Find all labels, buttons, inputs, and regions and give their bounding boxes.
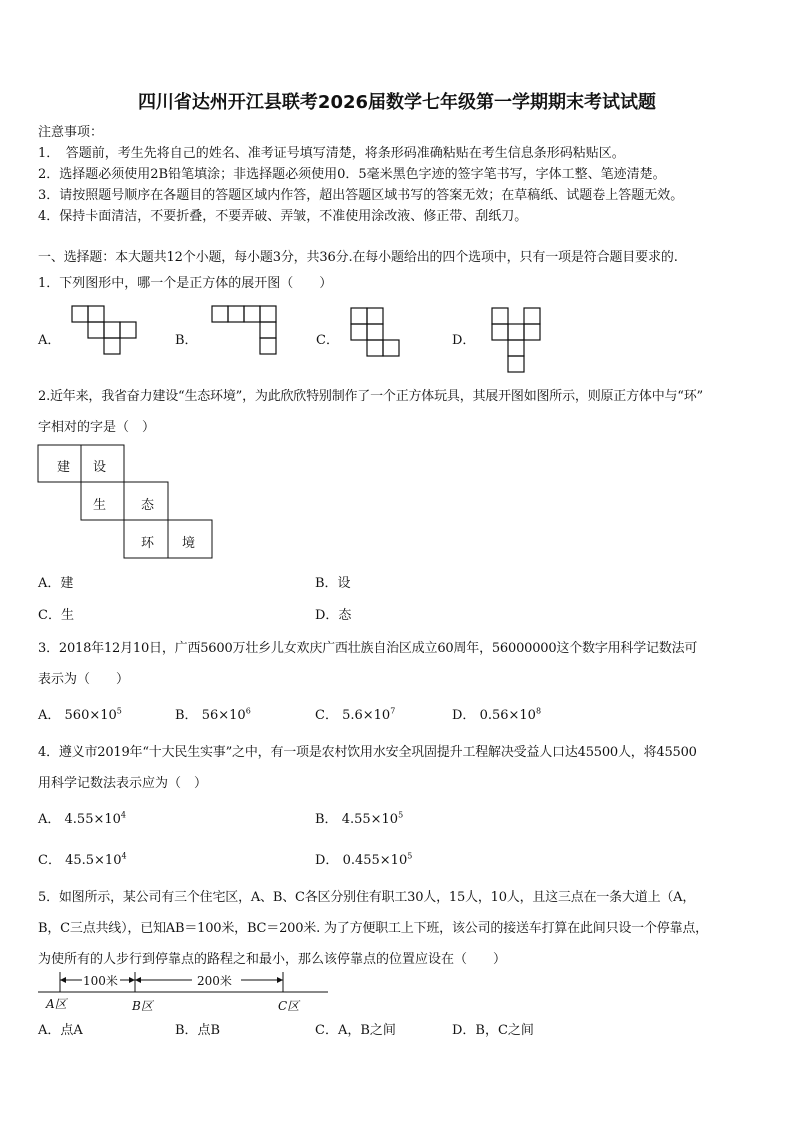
q3-option-a-exp: 5	[116, 706, 122, 716]
net-cell-sheng: 生	[93, 498, 107, 513]
net-cell-jian: 建	[57, 460, 71, 475]
q1-option-a-label: A．	[38, 333, 61, 348]
q5-road-diagram	[38, 970, 330, 996]
q4-option-b	[315, 808, 403, 827]
q1-option-d-label: D．	[452, 333, 476, 348]
q4-option-d-exp: 5	[407, 851, 413, 861]
q4-option-c-exp: 4	[121, 851, 127, 861]
q5-point-b-label: B区	[132, 999, 153, 1013]
page-title: 四川省达州开江县联考2026届数学七年级第一学期期末考试试题	[137, 92, 657, 113]
q3-option-b	[175, 704, 251, 723]
q3-option-c-label: C．	[315, 708, 338, 723]
q3-option-b-base: 56×10	[201, 708, 246, 723]
question-4-stem-line-2: 用科学记数法表示应为（ ）	[38, 776, 208, 791]
q5-option-d: D．B，C之间	[452, 1023, 534, 1038]
q4-option-c-label: C．	[38, 853, 61, 868]
q5-option-c: C．A，B之间	[315, 1023, 396, 1038]
q3-option-d-label: D．	[452, 708, 476, 723]
q2-option-d: D．态	[315, 608, 352, 623]
q3-option-c	[315, 704, 395, 723]
q4-option-c-base: 45.5×10	[65, 853, 122, 868]
q5-option-a: A．点A	[38, 1023, 83, 1038]
q4-option-d	[315, 849, 412, 868]
q4-option-c	[38, 849, 127, 868]
q4-option-b-base: 4.55×10	[341, 812, 399, 827]
notice-item-4: 4．保持卡面清洁，不要折叠，不要弄破、弄皱，不准使用涂改液、修正带、刮纸刀。	[38, 209, 528, 224]
notice-heading: 注意事项：	[38, 125, 104, 140]
q3-option-d	[452, 704, 541, 723]
net-cell-tai: 态	[141, 498, 155, 513]
q2-option-a: A．建	[38, 576, 74, 591]
notice-item-3: 3．请按照题号顺序在各题目的答题区域内作答，超出答题区域书写的答案无效；在草稿纸、试题卷上答题无效。	[38, 188, 684, 203]
q3-option-d-exp: 8	[535, 706, 542, 716]
section-heading: 一、选择题：本大题共12个小题，每小题3分，共36分.在每小题给出的四个选项中，只有一项是符合题目要求的.	[38, 250, 678, 265]
q4-option-b-exp: 5	[398, 810, 404, 820]
net-cell-she: 设	[93, 460, 107, 475]
q2-option-b: B．设	[315, 576, 351, 591]
q3-option-a	[38, 704, 122, 723]
q1-net-figure-a	[72, 306, 142, 370]
question-5-stem-line-1: 5．如图所示，某公司有三个住宅区，A、B、C各区分别住有职工30人，15人，10人，且这三点在一条大道上（A，	[38, 890, 696, 905]
net-cell-jing: 境	[182, 536, 196, 551]
question-5-stem-line-2: B，C三点共线），已知AB＝100米，BC＝200米. 为了方便职工上下班，该公司的接送车打算在此间只设一个停靠点，	[38, 921, 708, 936]
q5-point-c-label: C区	[278, 999, 300, 1013]
net-cell-huan: 环	[141, 536, 155, 551]
q1-option-b-label: B．	[175, 333, 198, 348]
question-4-stem-line-1: 4．遵义市2019年“十大民生实事”之中，有一项是农村饮用水安全巩固提升工程解决受益人口达45500人，将45500	[38, 745, 697, 760]
question-2-stem-line-1: 2.近年来，我省奋力建设“生态环境”，为此欣欣特别制作了一个正方体玩具，其展开图如图所示，则原正方体中与“环”	[38, 389, 703, 404]
notice-item-1: 1． 答题前，考生先将自己的姓名、准考证号填写清楚，将条形码准确粘贴在考生信息条形码粘贴区。	[38, 146, 625, 161]
q3-option-a-label: A．	[38, 708, 61, 723]
q4-option-a-label: A．	[38, 812, 61, 827]
q3-option-a-base: 560×10	[64, 708, 117, 723]
q4-option-a-base: 4.55×10	[64, 812, 121, 827]
question-2-stem-line-2: 字相对的字是（ ）	[38, 420, 156, 435]
question-1-stem: 1．下列图形中，哪一个是正方体的展开图（ ）	[38, 276, 333, 291]
question-3-stem-line-1: 3．2018年12月10日，广西5600万壮乡儿女欢庆广西壮族自治区成立60周年，56000000这个数字用科学记数法可	[38, 641, 698, 656]
q4-option-a	[38, 808, 126, 827]
q1-net-figure-d	[492, 308, 548, 372]
q5-bc-distance-label: 200米	[197, 974, 232, 988]
q3-option-d-base: 0.56×10	[479, 708, 536, 723]
q4-option-d-base: 0.455×10	[342, 853, 408, 868]
q5-ab-distance-label: 100米	[83, 974, 118, 988]
q4-option-b-label: B．	[315, 812, 338, 827]
question-3-stem-line-2: 表示为（ ）	[38, 672, 130, 687]
q4-option-a-exp: 4	[120, 810, 127, 820]
q3-option-b-exp: 6	[245, 706, 251, 716]
q1-net-figure-b	[212, 306, 282, 370]
q3-option-c-base: 5.6×10	[342, 708, 391, 723]
q5-option-b: B．点B	[175, 1023, 221, 1038]
question-5-stem-line-3: 为使所有的人步行到停靠点的路程之和最小，那么该停靠点的位置应设在（ ）	[38, 952, 507, 967]
q2-option-c: C．生	[38, 608, 74, 623]
q3-option-c-exp: 7	[390, 706, 396, 716]
q4-option-d-label: D．	[315, 853, 339, 868]
q1-net-figure-c	[351, 308, 407, 372]
q1-option-c-label: C．	[316, 333, 339, 348]
q3-option-b-label: B．	[175, 708, 198, 723]
q5-point-a-label: A区	[46, 997, 67, 1011]
notice-item-2: 2．选择题必须使用2B铅笔填涂；非选择题必须使用0．5毫米黑色字迹的签字笔书写，字体工整、笔迹清楚。	[38, 167, 666, 182]
